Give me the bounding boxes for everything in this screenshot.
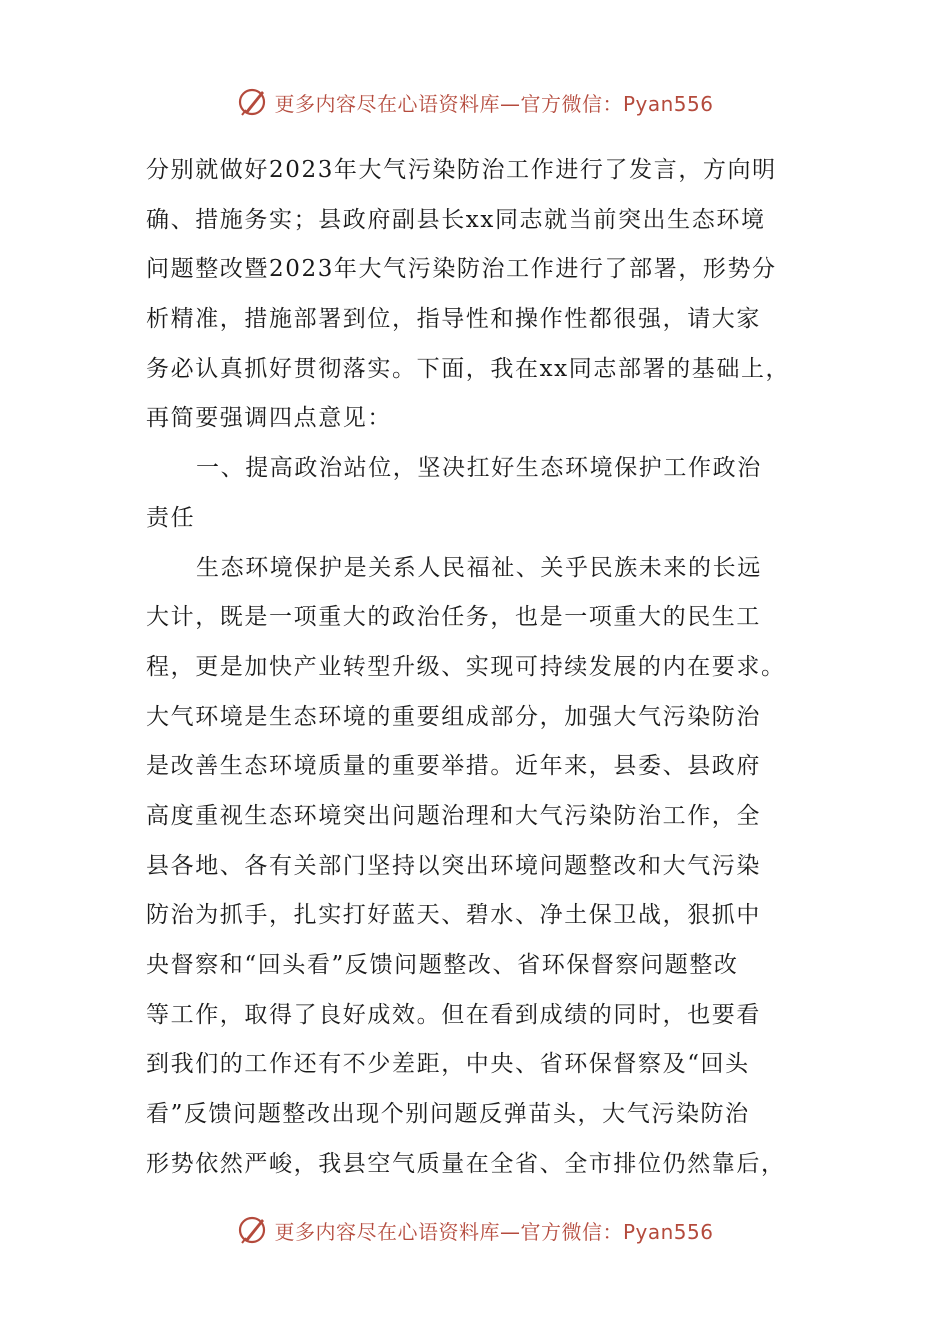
paragraph-line: 高度重视生态环境突出问题治理和大气污染防治工作，全 xyxy=(146,802,761,829)
quill-pen-icon xyxy=(236,85,270,119)
paragraph-line: 生态环境保护是关系人民福祉、关乎民族未来的长远 xyxy=(196,554,762,581)
document-body xyxy=(146,146,814,1189)
paragraph-line: 析精准，措施部署到位，指导性和操作性都很强，请大家 xyxy=(146,306,761,333)
paragraph-line: 再简要强调四点意见： xyxy=(146,405,392,432)
paragraph-line: 形势依然严峻，我县空气质量在全省、全市排位仍然靠后， xyxy=(146,1150,786,1177)
paragraph-line: 大气环境是生态环境的重要组成部分，加强大气污染防治 xyxy=(146,703,761,730)
header-banner xyxy=(0,82,950,122)
quill-pen-icon xyxy=(236,1213,270,1247)
banner-text: 更多内容尽在心语资料库—官方微信：Pyan556 xyxy=(274,91,714,116)
paragraph-line: 央督察和“回头看”反馈问题整改、省环保督察问题整改 xyxy=(146,952,739,978)
paragraph-line: 大计，既是一项重大的政治任务，也是一项重大的民生工 xyxy=(146,604,761,631)
paragraph-line: 看”反馈问题整改出现个别问题反弹苗头，大气污染防治 xyxy=(146,1101,750,1128)
paragraph-line: 是改善生态环境质量的重要举措。近年来，县委、县政府 xyxy=(146,753,761,780)
footer-banner xyxy=(0,1210,950,1250)
paragraph-line: 务必认真抓好贯彻落实。下面，我在xx同志部署的基础上， xyxy=(146,355,791,382)
paragraph-line: 县各地、各有关部门坚持以突出环境问题整改和大气污染 xyxy=(146,852,761,879)
paragraph-line: 问题整改暨2023年大气污染防治工作进行了部署，形势分 xyxy=(146,256,777,283)
paragraph-line: 等工作，取得了良好成效。但在看到成绩的同时，也要看 xyxy=(146,1001,761,1028)
paragraph-line: 到我们的工作还有不少差距，中央、省环保督察及“回头 xyxy=(146,1051,750,1078)
banner-text: 更多内容尽在心语资料库—官方微信：Pyan556 xyxy=(274,1219,714,1244)
paragraph-line: 程，更是加快产业转型升级、实现可持续发展的内在要求。 xyxy=(146,653,786,680)
paragraph-line: 防治为抓手，扎实打好蓝天、碧水、净土保卫战，狠抓中 xyxy=(146,902,761,929)
section-heading: 一、提高政治站位，坚决扛好生态环境保护工作政治 xyxy=(196,455,762,482)
paragraph-line: 分别就做好2023年大气污染防治工作进行了发言，方向明 xyxy=(146,157,777,183)
paragraph-line: 确、措施务实；县政府副县长xx同志就当前突出生态环境 xyxy=(146,206,766,233)
section-heading-continued: 责任 xyxy=(146,504,196,531)
